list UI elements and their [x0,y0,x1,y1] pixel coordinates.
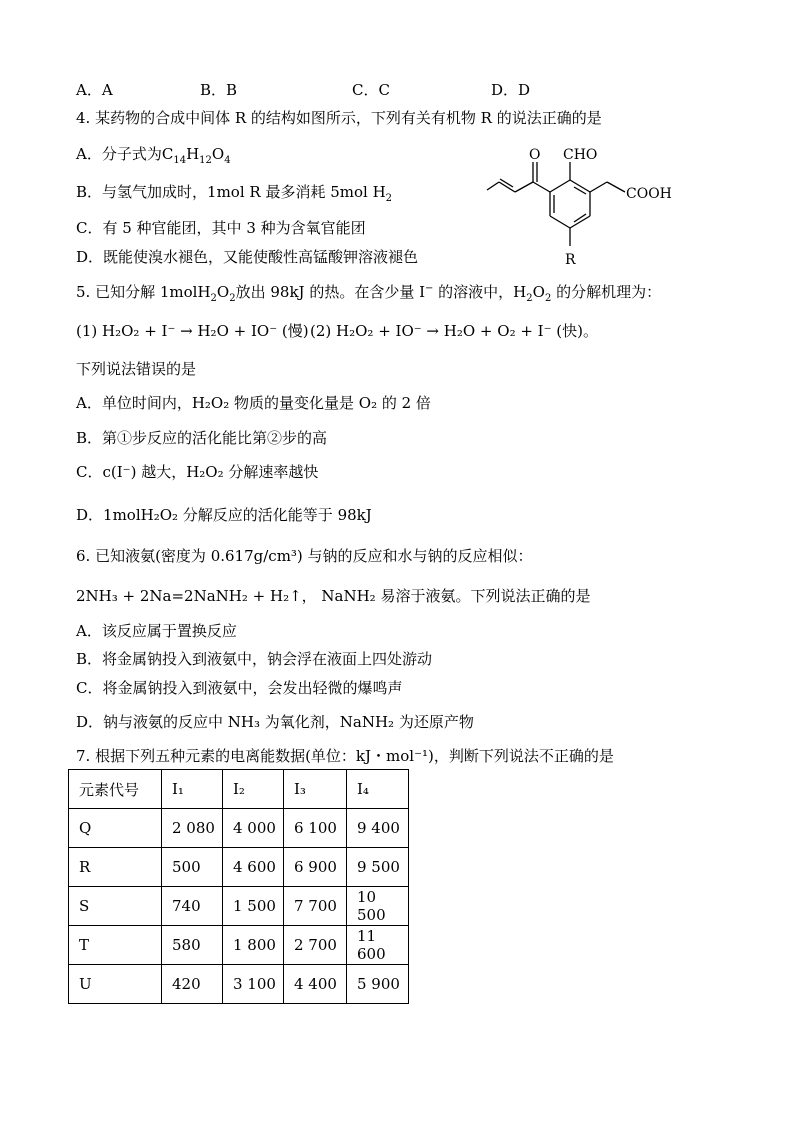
table-header-cell: I₃ [284,770,347,809]
q6-option-c: C．将金属钠投入到液氨中，会发出轻微的爆鸣声 [76,679,403,697]
table-header-cell: I₁ [162,770,223,809]
q5-option-a: A．单位时间内，H₂O₂ 物质的量变化量是 O₂ 的 2 倍 [76,394,431,412]
table-cell: 11 600 [347,926,409,965]
table-cell: 9 500 [347,848,409,887]
table-cell: 2 700 [284,926,347,965]
table-cell: 4 600 [223,848,284,887]
table-cell: 6 900 [284,848,347,887]
q4-option-a: A．分子式为$C_{14}H_{12}O_4$ [76,145,231,166]
q4-stem: 4. 某药物的合成中间体 R 的结构如图所示，下列有关有机物 R 的说法正确的是 [76,109,602,127]
table-cell: T [69,926,162,965]
ionization-energy-table [68,769,409,1004]
table-cell: U [69,965,162,1004]
table-cell: Q [69,809,162,848]
table-header-cell: 元素代号 [69,770,162,809]
q3-option-a: A．A [76,81,113,99]
r-label: R [565,252,576,268]
q3-option-d: D．D [491,81,531,99]
table-cell: 1 800 [223,926,284,965]
table-header-cell: I₂ [223,770,284,809]
table-cell: 420 [162,965,223,1004]
q4-option-c: C．有 5 种官能团，其中 3 种为含氧官能团 [76,219,366,237]
table-cell: 500 [162,848,223,887]
table-row [69,926,409,965]
table-row [69,887,409,926]
q5-option-c: C．c(I⁻) 越大，H₂O₂ 分解速率越快 [76,463,319,481]
q5-mechanism-2: (2) H₂O₂ + IO⁻ → H₂O + O₂ + I⁻ (快)。 [310,322,598,340]
q3-option-b: B．B [200,81,238,99]
q5-question: 下列说法错误的是 [76,360,197,378]
q3-option-c: C．C [352,81,390,99]
q5-option-b: B．第①步反应的活化能比第②步的高 [76,429,328,447]
cho-label: CHO [563,147,598,163]
table-header-cell: I₄ [347,770,409,809]
table-cell: 740 [162,887,223,926]
table-cell: 10 500 [347,887,409,926]
q4-option-d: D．既能使溴水褪色，又能使酸性高锰酸钾溶液褪色 [76,248,419,266]
table-cell: 3 100 [223,965,284,1004]
table-header-row [69,770,409,809]
q5-option-d: D．1molH₂O₂ 分解反应的活化能等于 98kJ [76,506,372,524]
q6-option-a: A．该反应属于置换反应 [76,622,237,640]
table-cell: S [69,887,162,926]
table-cell: 6 100 [284,809,347,848]
table-cell: 4 000 [223,809,284,848]
q6-equation: 2NH₃ + 2Na=2NaNH₂ + H₂↑， NaNH₂ 易溶于液氨。下列说法正确的是 [76,587,591,605]
table-cell: 5 900 [347,965,409,1004]
cooh-label: COOH [626,186,672,202]
ketone-oxygen-label: O [529,147,541,163]
table-row [69,965,409,1004]
molecule-r-structure [485,140,685,270]
table-row [69,809,409,848]
q5-stem: 5. 已知分解 $1molH_2O_2$放出 98kJ 的热。在含少量 I− 的溶液中，$H_2O_2$ 的分解机理为： [76,283,662,304]
table-cell: 4 400 [284,965,347,1004]
q6-option-d: D．钠与液氨的反应中 NH₃ 为氧化剂，NaNH₂ 为还原产物 [76,713,474,731]
q6-stem: 6. 已知液氨(密度为 0.617g/cm³) 与钠的反应和水与钠的反应相似： [76,547,533,565]
table-cell: 580 [162,926,223,965]
table-row [69,848,409,887]
q5-mechanism-1: (1) H₂O₂ + I⁻ → H₂O + IO⁻ (慢) [76,322,309,340]
q6-option-b: B．将金属钠投入到液氨中，钠会浮在液面上四处游动 [76,650,433,668]
table-cell: 7 700 [284,887,347,926]
table-cell: 9 400 [347,809,409,848]
table-cell: 2 080 [162,809,223,848]
table-cell: 1 500 [223,887,284,926]
q4-option-b: B．与氢气加成时，1mol R 最多消耗 5mol $H_2$ [76,183,393,204]
q7-stem: 7. 根据下列五种元素的电离能数据(单位：kJ・mol⁻¹)，判断下列说法不正确的是 [76,747,614,765]
table-cell: R [69,848,162,887]
